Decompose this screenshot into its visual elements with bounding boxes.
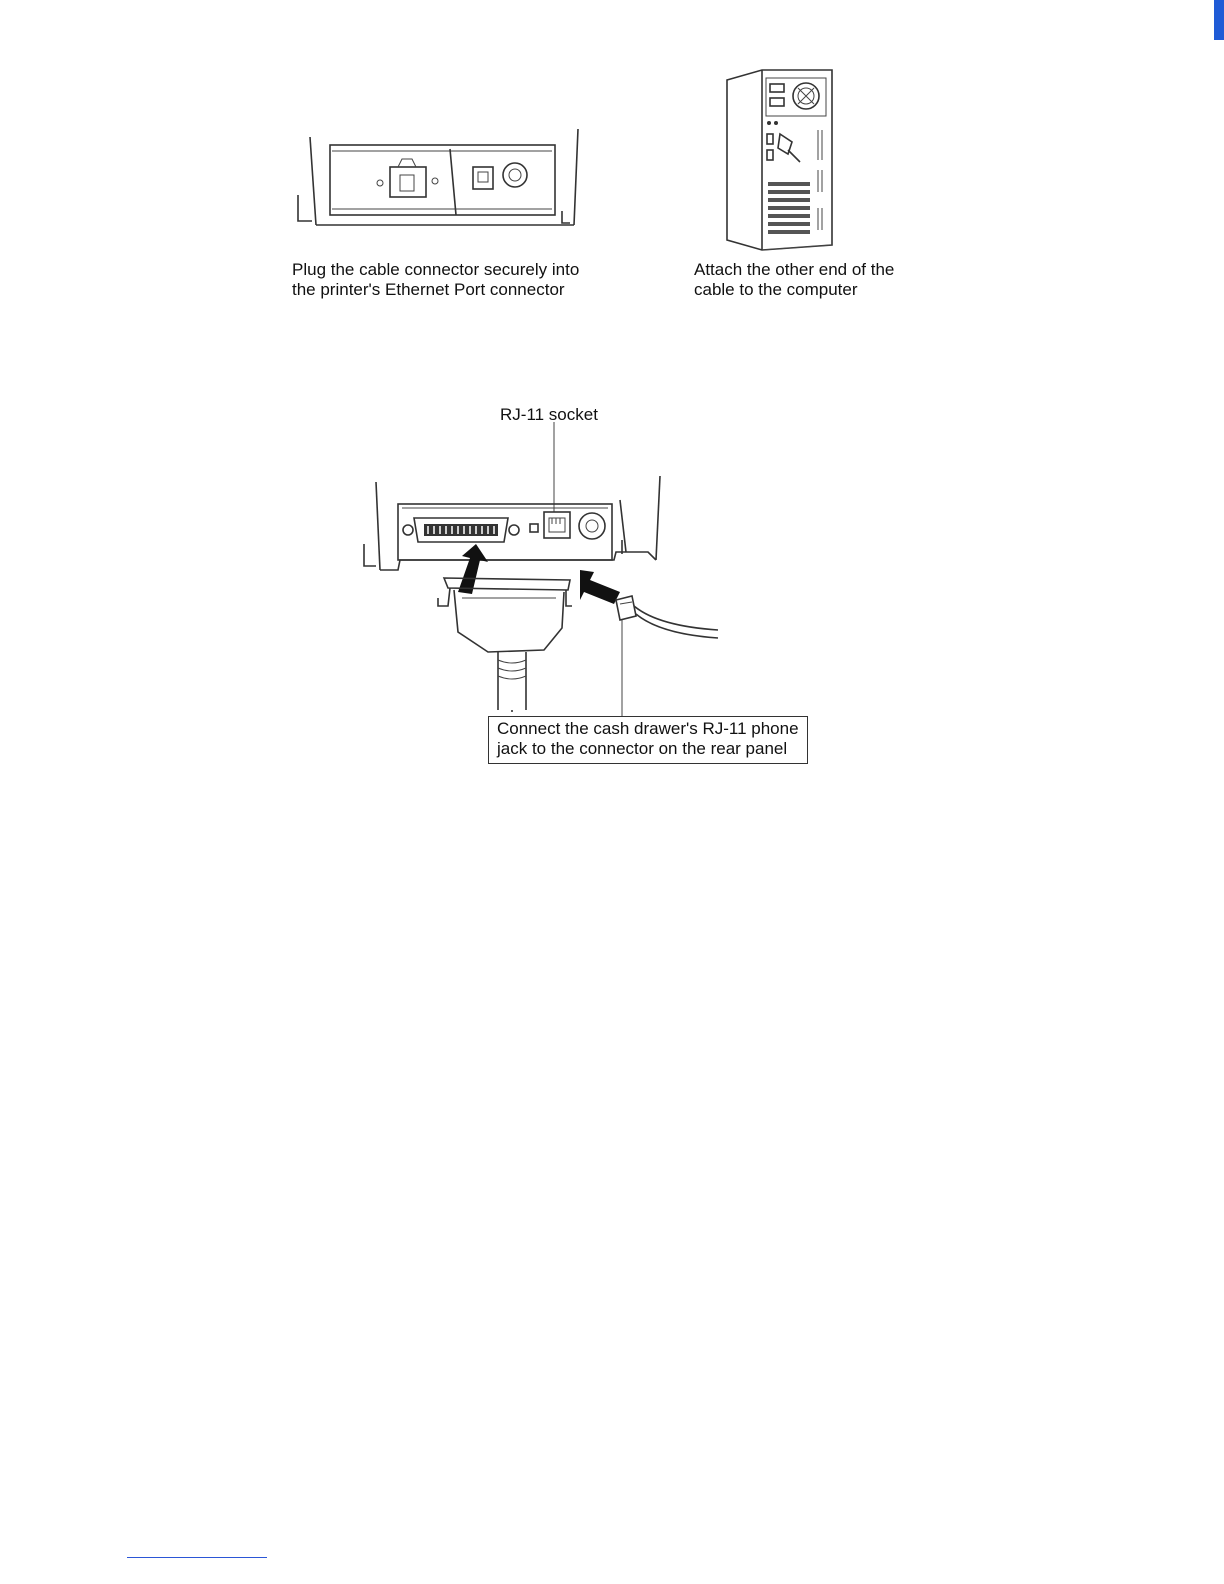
computer-caption-line-2: cable to the computer [694,280,858,299]
printer-caption [292,260,579,300]
rj11-socket-label: RJ-11 socket [500,405,598,424]
printer-caption-line-2: the printer's Ethernet Port connector [292,280,565,299]
rj11-callout-line-2: jack to the connector on the rear panel [497,739,788,758]
computer-tower-illustration [722,70,842,255]
printer-ethernet-illustration [290,125,590,235]
rj11-callout-line-1: Connect the cash drawer's RJ-11 phone [497,719,799,738]
rj11-callout [488,716,808,764]
footnote-rule [127,1557,267,1558]
computer-caption [694,260,894,300]
computer-caption-line-1: Attach the other end of the [694,260,895,279]
printer-rj11-illustration [358,420,728,720]
printer-caption-line-1: Plug the cable connector securely into [292,260,580,279]
edge-accent-bar [1214,0,1224,40]
